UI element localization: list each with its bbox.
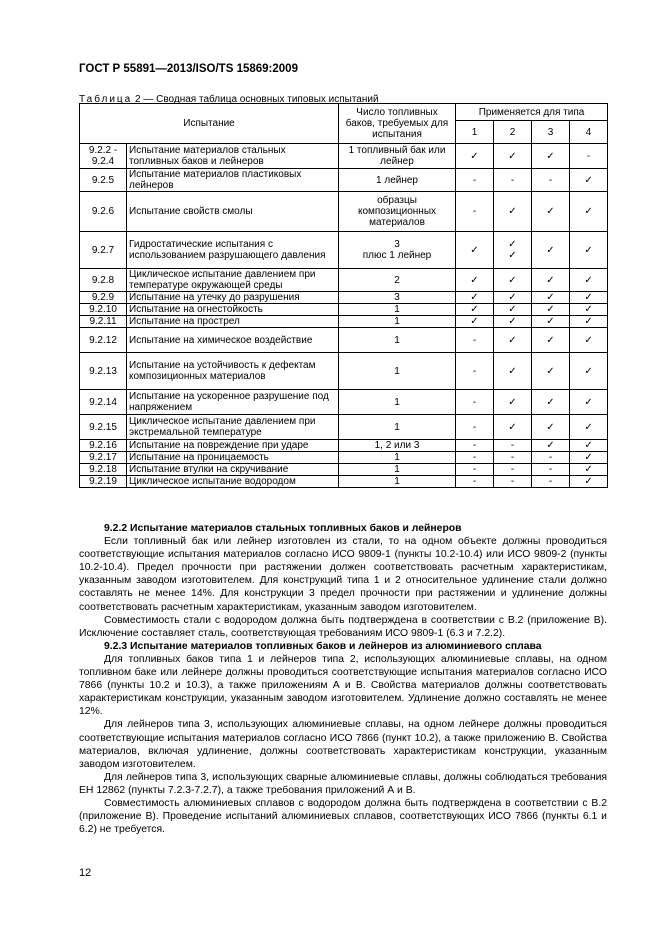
- cell-type-3-mark: ✓: [532, 269, 570, 292]
- table-body: [80, 144, 608, 488]
- cell-type-2-mark: -: [494, 440, 532, 452]
- section-9-2-3-para-4: Совместимость алюминиевых сплавов с водородом должна быть подтверждена в соответствии с В.2 (приложение В). Проведение испытаний алюминиевых сплавов, соответствующих ИСО 7866 (пункты 6.1 и 6.2) не требуется.: [79, 797, 607, 836]
- cell-specimen-count: 1: [339, 464, 456, 476]
- cell-type-4-mark: ✓: [570, 440, 608, 452]
- cell-test-number: 9.2.12: [80, 328, 127, 353]
- cell-type-1-mark: ✓: [456, 304, 494, 316]
- cell-type-1-mark: -: [456, 415, 494, 440]
- cell-test-number: 9.2.6: [80, 192, 127, 232]
- cell-type-2-mark: ✓: [494, 304, 532, 316]
- cell-type-2-mark: ✓: [494, 269, 532, 292]
- cell-test-number: 9.2.7: [80, 232, 127, 269]
- cell-type-3-mark: ✓: [532, 353, 570, 390]
- cell-type-4-mark: -: [570, 144, 608, 169]
- cell-test-number: 9.2.5: [80, 169, 127, 192]
- cell-test-number: 9.2.14: [80, 390, 127, 415]
- cell-type-3-mark: ✓: [532, 415, 570, 440]
- cell-type-4-mark: ✓: [570, 232, 608, 269]
- cell-type-1-mark: -: [456, 476, 494, 488]
- section-9-2-2-title: 9.2.2 Испытание материалов стальных топливных баков и лейнеров: [104, 523, 462, 534]
- cell-test-number: 9.2.15: [80, 415, 127, 440]
- cell-test-name: Испытание на химическое воздействие: [127, 328, 339, 353]
- summary-table: [79, 103, 608, 488]
- col-header-type-1: 1: [456, 121, 494, 144]
- cell-type-4-mark: ✓: [570, 476, 608, 488]
- cell-type-3-mark: ✓: [532, 390, 570, 415]
- table-row: [80, 476, 608, 488]
- cell-test-name: Испытание на ускоренное разрушение под напряжением: [127, 390, 339, 415]
- cell-test-number: 9.2.16: [80, 440, 127, 452]
- cell-test-name: Испытание на устойчивость к дефектам композиционных материалов: [127, 353, 339, 390]
- table-row: [80, 292, 608, 304]
- table-row: [80, 269, 608, 292]
- cell-test-number: 9.2.9: [80, 292, 127, 304]
- cell-specimen-count: 1, 2 или 3: [339, 440, 456, 452]
- cell-type-2-mark: ✓: [494, 192, 532, 232]
- cell-type-2-mark: ✓: [494, 292, 532, 304]
- cell-specimen-count: 2: [339, 269, 456, 292]
- cell-test-name: Испытание на проницаемость: [127, 452, 339, 464]
- cell-specimen-count: 1: [339, 476, 456, 488]
- cell-type-2-mark: ✓ ✓: [494, 232, 532, 269]
- table-row: [80, 440, 608, 452]
- page-number: 12: [79, 867, 92, 879]
- cell-test-name: Циклическое испытание давлением при температуре окружающей среды: [127, 269, 339, 292]
- cell-type-2-mark: ✓: [494, 415, 532, 440]
- cell-type-4-mark: ✓: [570, 415, 608, 440]
- table-row: [80, 415, 608, 440]
- cell-test-name: Испытание на огнестойкость: [127, 304, 339, 316]
- cell-type-1-mark: ✓: [456, 316, 494, 328]
- cell-test-number: 9.2.19: [80, 476, 127, 488]
- cell-type-4-mark: ✓: [570, 390, 608, 415]
- cell-type-3-mark: -: [532, 476, 570, 488]
- cell-specimen-count: 1 лейнер: [339, 169, 456, 192]
- cell-specimen-count: 3: [339, 292, 456, 304]
- cell-specimen-count: 1 топливный бак или лейнер: [339, 144, 456, 169]
- table-row: [80, 390, 608, 415]
- cell-type-2-mark: ✓: [494, 390, 532, 415]
- cell-specimen-count: 1: [339, 304, 456, 316]
- cell-type-1-mark: -: [456, 452, 494, 464]
- cell-test-number: 9.2.11: [80, 316, 127, 328]
- cell-type-2-mark: -: [494, 169, 532, 192]
- body-text: [79, 522, 607, 836]
- section-9-2-2-para-2: Совместимость стали с водородом должна быть подтверждена в соответствии с В.2 (приложение В). Исключение составляет сталь, соответствующая требованиям ИСО 9809-1 (6.3 и 7.2.2).: [79, 614, 607, 639]
- cell-type-2-mark: ✓: [494, 353, 532, 390]
- cell-type-1-mark: ✓: [456, 269, 494, 292]
- cell-test-name: Испытание материалов пластиковых лейнеров: [127, 169, 339, 192]
- cell-type-4-mark: ✓: [570, 464, 608, 476]
- table-row: [80, 328, 608, 353]
- table-row: [80, 192, 608, 232]
- table-row: [80, 144, 608, 169]
- cell-type-4-mark: ✓: [570, 292, 608, 304]
- col-header-type-2: 2: [494, 121, 532, 144]
- col-header-type-4: 4: [570, 121, 608, 144]
- col-header-type-3: 3: [532, 121, 570, 144]
- cell-specimen-count: 3 плюс 1 лейнер: [339, 232, 456, 269]
- cell-test-name: Испытание материалов стальных топливных баков и лейнеров: [127, 144, 339, 169]
- section-9-2-3-title: 9.2.3 Испытание материалов топливных баков и лейнеров из алюминиевого сплава: [104, 640, 542, 652]
- cell-type-2-mark: -: [494, 464, 532, 476]
- cell-type-2-mark: -: [494, 476, 532, 488]
- table-row: [80, 304, 608, 316]
- cell-specimen-count: образцы композиционных материалов: [339, 192, 456, 232]
- cell-test-number: 9.2.2 - 9.2.4: [80, 144, 127, 169]
- cell-test-name: Испытание на прострел: [127, 316, 339, 328]
- cell-type-4-mark: ✓: [570, 304, 608, 316]
- cell-specimen-count: 1: [339, 353, 456, 390]
- cell-type-1-mark: -: [456, 328, 494, 353]
- cell-type-3-mark: ✓: [532, 304, 570, 316]
- cell-specimen-count: 1: [339, 390, 456, 415]
- cell-type-3-mark: ✓: [532, 328, 570, 353]
- cell-specimen-count: 1: [339, 415, 456, 440]
- cell-type-3-mark: ✓: [532, 316, 570, 328]
- cell-type-4-mark: ✓: [570, 269, 608, 292]
- col-header-count: Число топливных баков, требуемых для испытания: [339, 104, 456, 144]
- cell-specimen-count: 1: [339, 452, 456, 464]
- cell-test-number: 9.2.18: [80, 464, 127, 476]
- cell-type-3-mark: -: [532, 452, 570, 464]
- cell-test-number: 9.2.10: [80, 304, 127, 316]
- cell-type-3-mark: ✓: [532, 144, 570, 169]
- cell-type-1-mark: ✓: [456, 144, 494, 169]
- standard-header: ГОСТ Р 55891—2013/ISO/TS 15869:2009: [79, 63, 298, 75]
- table-row: [80, 464, 608, 476]
- section-9-2-3-para-3: Для лейнеров типа 3, использующих сварные алюминиевые сплавы, должны соблюдаться требования ЕН 12862 (пункты 7.2.3-7.2.7), а также требования приложений А и В.: [79, 771, 607, 796]
- section-9-2-3-para-2: Для лейнеров типа 3, использующих алюминиевые сплавы, на одном лейнере должны проводиться соответствующие испытания материалов согласно ИСО 7866 (пункт 10.2), а также приложению В. Свойства материалов, включая удлинение, должны соответствовать характеристикам конструкции, указанным заводом изготовителем.: [79, 719, 607, 770]
- cell-type-1-mark: -: [456, 390, 494, 415]
- cell-type-4-mark: ✓: [570, 328, 608, 353]
- table-row: [80, 169, 608, 192]
- cell-specimen-count: 1: [339, 316, 456, 328]
- table-row: [80, 316, 608, 328]
- cell-type-1-mark: ✓: [456, 292, 494, 304]
- cell-test-name: Испытание на повреждение при ударе: [127, 440, 339, 452]
- cell-type-2-mark: -: [494, 452, 532, 464]
- cell-test-number: 9.2.13: [80, 353, 127, 390]
- cell-specimen-count: 1: [339, 328, 456, 353]
- table-row: [80, 353, 608, 390]
- cell-type-4-mark: ✓: [570, 316, 608, 328]
- table-row: [80, 232, 608, 269]
- cell-test-name: Испытание втулки на скручивание: [127, 464, 339, 476]
- cell-type-3-mark: ✓: [532, 440, 570, 452]
- cell-type-3-mark: ✓: [532, 192, 570, 232]
- cell-type-4-mark: ✓: [570, 353, 608, 390]
- cell-test-name: Гидростатические испытания с использованием разрушающего давления: [127, 232, 339, 269]
- col-header-test: Испытание: [80, 104, 339, 144]
- section-9-2-3-para-1: Для топливных баков типа 1 и лейнеров типа 2, использующих алюминиевые сплавы, на одном топливном баке или лейнере должны проводиться соответствующие испытания материалов согласно ИСО 7866 (пункты 10.2 и 10.3), а также приложениям А и В. Свойства материалов должны соответствовать характеристикам конструкции, указанным заводом изготовителем. Удлинение должно составлять не менее 12%.: [79, 653, 607, 718]
- cell-test-name: Циклическое испытание давлением при экстремальной температуре: [127, 415, 339, 440]
- cell-type-1-mark: -: [456, 192, 494, 232]
- cell-type-3-mark: ✓: [532, 292, 570, 304]
- cell-test-number: 9.2.8: [80, 269, 127, 292]
- cell-type-4-mark: ✓: [570, 169, 608, 192]
- cell-type-2-mark: ✓: [494, 316, 532, 328]
- cell-test-name: Испытание свойств смолы: [127, 192, 339, 232]
- cell-test-name: Циклическое испытание водородом: [127, 476, 339, 488]
- cell-type-2-mark: ✓: [494, 328, 532, 353]
- table-caption-text: 2 — Сводная таблица основных типовых испытаний: [132, 94, 379, 105]
- cell-type-2-mark: ✓: [494, 144, 532, 169]
- cell-type-1-mark: -: [456, 464, 494, 476]
- table-caption-word: Таблица: [79, 94, 133, 105]
- cell-type-4-mark: ✓: [570, 192, 608, 232]
- cell-test-name: Испытание на утечку до разрушения: [127, 292, 339, 304]
- cell-type-1-mark: -: [456, 169, 494, 192]
- cell-type-1-mark: ✓: [456, 232, 494, 269]
- cell-type-3-mark: -: [532, 464, 570, 476]
- col-header-applies: Применяется для типа: [456, 104, 608, 121]
- cell-type-1-mark: -: [456, 353, 494, 390]
- cell-type-3-mark: -: [532, 169, 570, 192]
- cell-type-1-mark: -: [456, 440, 494, 452]
- section-9-2-2-para-1: Если топливный бак или лейнер изготовлен из стали, то на одном объекте должны проводиться соответствующие испытания материалов согласно ИСО 9809-1 (пункты 10.2-10.4) или ИСО 9809-2 (пункты 10.2-10.4). Предел прочности при растяжении должен соответствовать расчетным характеристикам, указанным заводом изготовителем. Для конструкций типа 1 и 2 относительное удлинение стали должно составлять не менее 14%. Для конструкции 3 предел прочности при растяжении и удлинение должны соответствовать расчетным характеристикам, указанным заводом изготовителем.: [79, 536, 607, 613]
- table-row: [80, 452, 608, 464]
- cell-test-number: 9.2.17: [80, 452, 127, 464]
- cell-type-3-mark: ✓: [532, 232, 570, 269]
- cell-type-4-mark: ✓: [570, 452, 608, 464]
